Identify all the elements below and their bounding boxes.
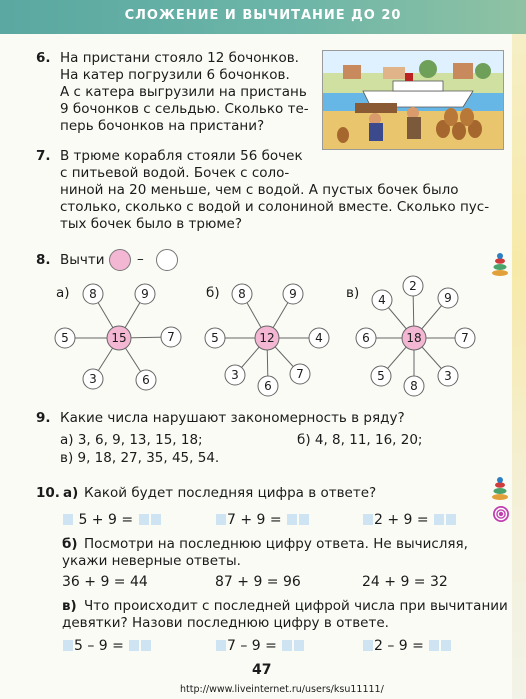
answer-blank[interactable] <box>299 514 309 525</box>
task-10b-line: Посмотри на последнюю цифру ответа. Не вычисляя, <box>84 536 468 552</box>
task-9-row-b: б) 4, 8, 11, 16, 20; <box>297 432 423 448</box>
eq-a-3: 2 + 9 = <box>362 512 457 530</box>
answer-blank[interactable] <box>151 514 161 525</box>
answer-blank[interactable] <box>139 514 149 525</box>
star-a-node: 7 <box>167 330 175 344</box>
star-a <box>45 278 185 398</box>
minus-sign: – <box>137 251 144 267</box>
star-b-node: 4 <box>315 331 323 345</box>
task-7-number: 7. <box>36 148 51 164</box>
task-9-row-a: а) 3, 6, 9, 13, 15, 18; <box>60 432 203 448</box>
star-c-node: 3 <box>444 369 452 383</box>
answer-blank[interactable] <box>129 640 139 651</box>
answer-blank[interactable] <box>363 514 373 525</box>
star-c-node: 9 <box>444 291 452 305</box>
task-6-line: На пристани стояло 12 бочонков. <box>60 50 299 66</box>
task-10c-label: в) <box>62 598 77 614</box>
answer-blank[interactable] <box>287 514 297 525</box>
star-b-node: 9 <box>289 287 297 301</box>
eq-c-2: 7 – 9 = <box>215 638 305 656</box>
star-a-node: 3 <box>89 372 97 386</box>
task-10a-question: Какой будет последняя цифра в ответе? <box>84 485 377 501</box>
star-c-node: 2 <box>409 279 417 293</box>
star-a-label: а) <box>56 285 70 301</box>
star-c <box>350 270 490 398</box>
task-7-line: столько, сколько с водой и солониной вместе. Сколько пус- <box>60 199 490 215</box>
task-7-line: с питьевой водой. Бочек с соло- <box>60 165 290 181</box>
answer-blank[interactable] <box>282 640 292 651</box>
answer-blank[interactable] <box>446 514 456 525</box>
answer-blank[interactable] <box>216 640 226 651</box>
star-b-label: б) <box>206 285 220 301</box>
task-10b-label: б) <box>62 536 78 552</box>
star-c-node: 6 <box>362 331 370 345</box>
answer-blank[interactable] <box>216 514 226 525</box>
answer-blank[interactable] <box>434 514 444 525</box>
source-url[interactable]: http://www.liveinternet.ru/users/ksu11111/ <box>180 684 384 695</box>
pyramid-icon-2 <box>491 476 509 500</box>
task-10c-line: Что происходит с последней цифрой числа при вычитании <box>84 598 508 614</box>
star-a-node: 5 <box>61 331 69 345</box>
harbor-illustration <box>322 50 504 150</box>
eq-b-3: 24 + 9 = 32 <box>362 574 448 590</box>
star-a-center: 15 <box>111 331 127 345</box>
task-9-row-c: в) 9, 18, 27, 35, 45, 54. <box>60 450 220 466</box>
star-c-node: 4 <box>378 293 386 307</box>
star-a-node: 6 <box>142 373 150 387</box>
star-b <box>197 278 337 398</box>
task-6-line: 9 бочонков с сельдью. Сколько те- <box>60 101 309 117</box>
answer-blank[interactable] <box>63 514 73 525</box>
task-6-line: перь бочонков на пристани? <box>60 118 265 134</box>
answer-blank[interactable] <box>294 640 304 651</box>
task-6-number: 6. <box>36 50 51 66</box>
task-8-label: Вычти <box>60 252 105 268</box>
task-7-line: ниной на 20 меньше, чем с водой. А пустых бочек было <box>60 182 459 198</box>
margin-strip <box>512 34 526 699</box>
pink-circle <box>108 248 132 272</box>
eq-c-3: 2 – 9 = <box>362 638 452 656</box>
task-7-line: тых бочек было в трюме? <box>60 216 242 232</box>
answer-blank[interactable] <box>363 640 373 651</box>
answer-blank[interactable] <box>441 640 451 651</box>
answer-blank[interactable] <box>63 640 73 651</box>
eq-a-2: 7 + 9 = <box>215 512 310 530</box>
task-6-line: На катер погрузили 6 бочонков. <box>60 67 290 83</box>
spiral-icon <box>492 505 510 523</box>
answer-blank[interactable] <box>429 640 439 651</box>
star-b-node: 5 <box>211 331 219 345</box>
task-10b-line: укажи неверные ответы. <box>62 553 241 569</box>
star-c-node: 8 <box>410 379 418 393</box>
task-10a-label: а) <box>63 485 79 501</box>
white-circle <box>155 248 179 272</box>
answer-blank[interactable] <box>141 640 151 651</box>
star-a-node: 8 <box>89 287 97 301</box>
star-b-center: 12 <box>259 331 275 345</box>
eq-b-2: 87 + 9 = 96 <box>215 574 301 590</box>
pyramid-icon <box>491 252 509 276</box>
star-a-node: 9 <box>141 287 149 301</box>
star-b-node: 6 <box>264 379 272 393</box>
star-c-label: в) <box>346 285 360 301</box>
star-b-node: 8 <box>238 287 246 301</box>
eq-b-1: 36 + 9 = 44 <box>62 574 148 590</box>
task-10c-line: девятки? Назови последнюю цифру в ответе. <box>62 615 389 631</box>
star-b-node: 3 <box>231 368 239 382</box>
task-8-number: 8. <box>36 252 51 268</box>
page-number: 47 <box>252 662 272 678</box>
chapter-header <box>0 0 526 34</box>
task-9-number: 9. <box>36 410 51 426</box>
task-7-line: В трюме корабля стояли 56 бочек <box>60 148 303 164</box>
eq-a-1: 5 + 9 = <box>62 512 162 530</box>
star-b-node: 7 <box>296 367 304 381</box>
eq-c-1: 5 – 9 = <box>62 638 152 656</box>
task-9-question: Какие числа нарушают закономерность в ряду? <box>60 410 405 426</box>
star-c-node: 5 <box>377 369 385 383</box>
star-c-center: 18 <box>406 331 422 345</box>
task-10-number: 10. <box>36 485 60 501</box>
chapter-title: СЛОЖЕНИЕ И ВЫЧИТАНИЕ ДО 20 <box>124 8 402 23</box>
star-c-node: 7 <box>461 331 469 345</box>
task-6-line: А с катера выгрузили на пристань <box>60 84 307 100</box>
